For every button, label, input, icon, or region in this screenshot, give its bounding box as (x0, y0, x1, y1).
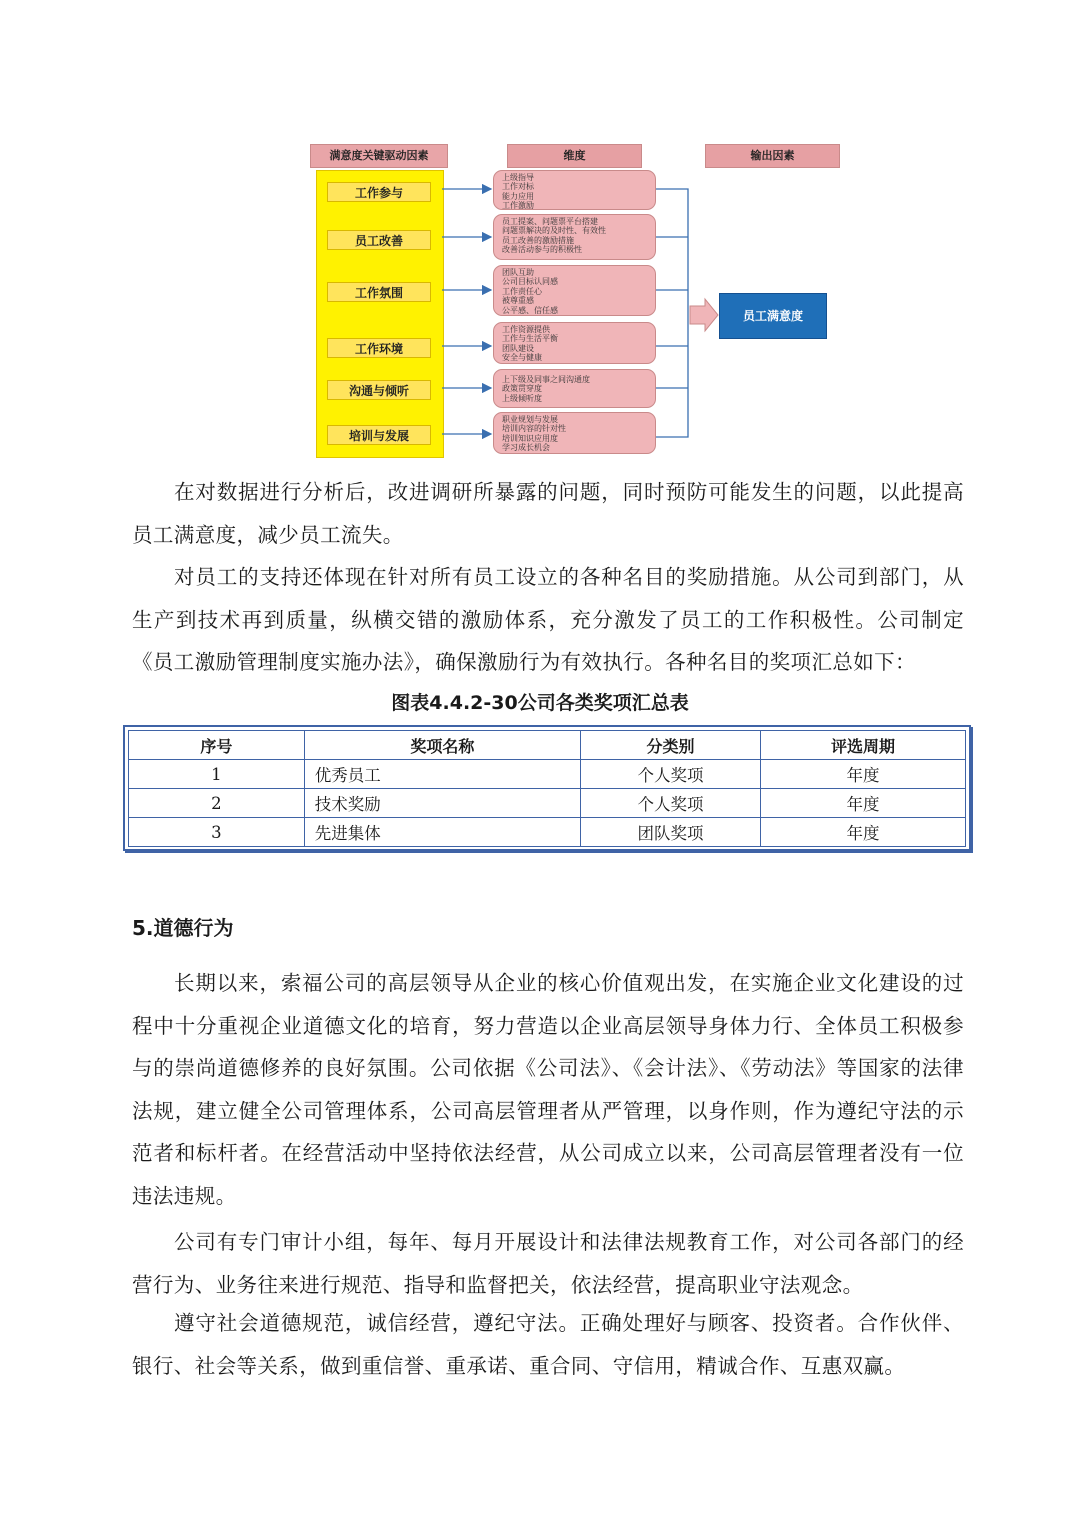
driver-work-environment: 工作环境 (327, 338, 431, 358)
output-arrow (690, 299, 718, 331)
cell-award-name: 优秀员工 (304, 760, 580, 789)
dimension-item: 工作资源提供 (502, 325, 550, 334)
table-row (129, 760, 966, 789)
dimension-box-2 (493, 214, 656, 260)
dimension-item: 上级指导 (502, 173, 534, 182)
dimension-item: 职业规划与发展 (502, 415, 558, 424)
dimension-box-4 (493, 322, 656, 364)
cell-category: 团队奖项 (580, 818, 760, 847)
dimension-item: 问题票解决的及时性、有效性 (502, 226, 606, 236)
bracket-connector (656, 189, 688, 437)
section-heading-ethics: 5.道德行为 (132, 916, 234, 940)
header-drivers: 满意度关键驱动因素 (310, 144, 448, 168)
table-header-row (129, 731, 966, 760)
header-cell-category: 分类别 (580, 731, 760, 760)
dimension-item: 培训知识应用度 (502, 433, 558, 443)
cell-category: 个人奖项 (580, 760, 760, 789)
paragraph-social-norms: 遵守社会道德规范，诚信经营，遵纪守法。正确处理好与顾客、投资者。合作伙伴、银行、社会等关系，做到重信誉、重承诺、重合同、守信用，精诚合作、互惠双赢。 (132, 1311, 964, 1378)
cell-cycle: 年度 (760, 789, 965, 818)
dimension-item: 政策贯穿度 (502, 384, 542, 394)
paragraph-data-analysis: 在对数据进行分析后，改进调研所暴露的问题，同时预防可能发生的问题，以此提高员工满意度，减少员工流失。 (132, 480, 964, 547)
header-cell-cycle: 评选周期 (760, 731, 965, 760)
cell-cycle: 年度 (760, 760, 965, 789)
satisfaction-driver-diagram (310, 140, 850, 460)
driver-work-participation: 工作参与 (327, 182, 431, 202)
dimension-item: 工作对标 (502, 182, 534, 192)
award-table (128, 730, 966, 847)
cell-index: 3 (129, 818, 305, 847)
cell-cycle: 年度 (760, 818, 965, 847)
table-caption: 图表4.4.2-30公司各类奖项汇总表 (391, 692, 689, 714)
cell-award-name: 技术奖励 (304, 789, 580, 818)
award-table-frame (123, 725, 971, 851)
dimension-item: 能力应用 (502, 191, 534, 201)
driver-work-atmosphere: 工作氛围 (327, 282, 431, 302)
dimension-box-5 (493, 369, 656, 408)
dimension-item: 学习成长机会 (502, 443, 550, 453)
dimension-item: 工作与生活平衡 (502, 334, 558, 344)
paragraph-audit: 公司有专门审计小组，每年、每月开展设计和法律法规教育工作，对公司各部门的经营行为、业务往来进行规范、指导和监督把关，依法经营，提高职业守法观念。 (132, 1230, 964, 1297)
driver-communication: 沟通与倾听 (327, 380, 431, 400)
paragraph-incentive: 对员工的支持还体现在针对所有员工设立的各种名目的奖励措施。从公司到部门，从生产到技术再到质量，纵横交错的激励体系，充分激发了员工的工作积极性。公司制定《员工激励管理制度实施办法》，确保激励行为有效执行。各种名目的奖项汇总如下： (132, 565, 964, 674)
output-employee-satisfaction: 员工满意度 (719, 293, 827, 339)
dimension-item: 上级倾听度 (502, 393, 542, 403)
header-cell-index: 序号 (129, 731, 305, 760)
table-row (129, 818, 966, 847)
cell-award-name: 先进集体 (304, 818, 580, 847)
dimension-item: 公司目标认同感 (502, 277, 558, 287)
dimension-item: 上下级及同事之间沟通度 (502, 375, 590, 384)
cell-category: 个人奖项 (580, 789, 760, 818)
cell-index: 2 (129, 789, 305, 818)
header-dimensions: 维度 (507, 144, 642, 168)
driver-employee-improvement: 员工改善 (327, 230, 431, 250)
header-cell-award-name: 奖项名称 (304, 731, 580, 760)
dimension-item: 公平感、信任感 (502, 305, 558, 315)
dimension-item: 被尊重感 (502, 296, 534, 306)
driver-training: 培训与发展 (327, 425, 431, 445)
header-output: 输出因素 (705, 144, 840, 168)
dimension-item: 工作激励 (502, 201, 534, 211)
dimension-item: 员工改善的激励措施 (502, 235, 574, 245)
dimension-item: 员工提案、问题票平台搭建 (502, 217, 598, 226)
dimension-box-6 (493, 412, 656, 454)
dimension-item: 培训内容的针对性 (502, 424, 566, 434)
dimension-box-1 (493, 170, 656, 210)
dimension-item: 团队建设 (502, 343, 534, 353)
cell-index: 1 (129, 760, 305, 789)
dimension-item: 改善活动参与的积极性 (502, 245, 582, 255)
dimension-item: 团队互助 (502, 268, 534, 277)
paragraph-ethics-culture: 长期以来，索福公司的高层领导从企业的核心价值观出发，在实施企业文化建设的过程中十分重视企业道德文化的培育，努力营造以企业高层领导身体力行、全体员工积极参与的崇尚道德修养的良好氛围。公司依据《公司法》、《会计法》、《劳动法》等国家的法律法规，建立健全公司管理体系，公司高层管理者从严管理，以身作则，作为遵纪守法的示范者和标杆者。在经营活动中坚持依法经营，从公司成立以来，公司高层管理者没有一位违法违规。 (132, 971, 964, 1208)
dimension-box-3 (493, 265, 656, 316)
dimension-item: 安全与健康 (502, 353, 542, 363)
table-row (129, 789, 966, 818)
dimension-item: 工作责任心 (502, 286, 542, 296)
